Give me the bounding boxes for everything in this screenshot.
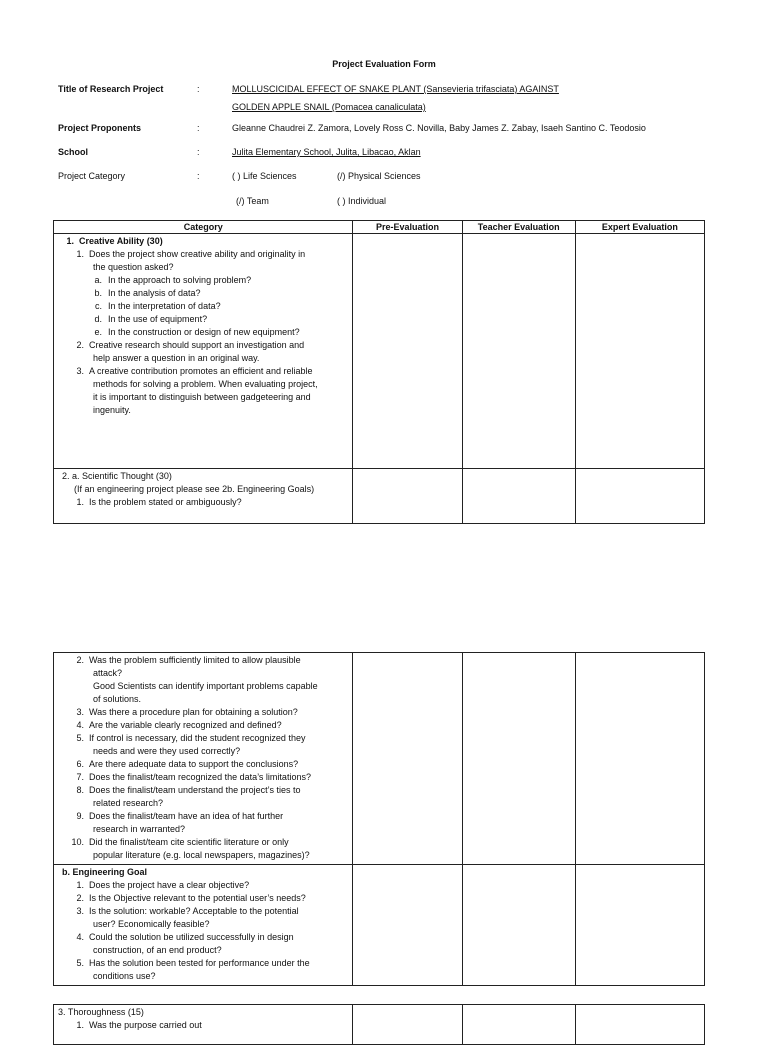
table-row-scientific-thought-cont: [54, 653, 705, 865]
option-physical-sciences: (/) Physical Sciences: [337, 171, 421, 181]
table-header-row: [54, 221, 705, 234]
list-item: 8. Does the finalist/team understand the project’s ties to: [76, 785, 301, 795]
list-item: 6. Are there adequate data to support the conclusions?: [76, 759, 299, 769]
section-heading-thoroughness: 3. Thoroughness (15): [58, 1007, 144, 1017]
list-item: 2. Was the problem sufficiently limited to allow plausible: [76, 655, 301, 665]
header-teacher-evaluation: Teacher Evaluation: [462, 221, 575, 234]
evaluation-table-2: [53, 652, 705, 986]
pre-evaluation-cell[interactable]: [353, 653, 462, 865]
proponents-colon: :: [197, 123, 200, 133]
evaluation-table-3: [53, 1004, 705, 1045]
list-item-cont: of solutions.: [93, 694, 142, 704]
project-category-label: Project Category: [58, 171, 126, 181]
sub-list-item: b. In the analysis of data?: [94, 288, 201, 298]
research-colon: :: [197, 84, 200, 94]
list-item-cont: Good Scientists can identify important problems capable: [93, 681, 318, 691]
pre-evaluation-cell[interactable]: [353, 1005, 462, 1045]
list-item: 7. Does the finalist/team recognized the data’s limitations?: [76, 772, 311, 782]
form-title: Project Evaluation Form: [332, 59, 436, 69]
list-item-cont: help answer a question in an original way.: [93, 353, 260, 363]
pre-evaluation-cell[interactable]: [353, 469, 462, 524]
sub-list-item: c. In the interpretation of data?: [94, 301, 221, 311]
school-colon: :: [197, 147, 200, 157]
school-value: Julita Elementary School, Julita, Libacao, Aklan: [232, 147, 421, 157]
list-item: 10. Did the finalist/team cite scientific literature or only: [71, 837, 289, 847]
teacher-evaluation-cell[interactable]: [462, 469, 575, 524]
list-item: 1. Does the project have a clear objective?: [76, 880, 250, 890]
expert-evaluation-cell[interactable]: [575, 1005, 704, 1045]
list-item-cont: needs and were they used correctly?: [93, 746, 241, 756]
sub-list-item: a. In the approach to solving problem?: [94, 275, 252, 285]
list-item-cont: user? Economically feasible?: [93, 919, 210, 929]
option-life-sciences: ( ) Life Sciences: [232, 171, 297, 181]
list-item-cont: conditions use?: [93, 971, 156, 981]
table-row-creative-ability: [54, 234, 705, 469]
list-item: 3. A creative contribution promotes an efficient and reliable: [76, 366, 313, 376]
teacher-evaluation-cell[interactable]: [462, 234, 575, 469]
evaluation-table-1: [53, 220, 705, 524]
section-note: (If an engineering project please see 2b. Engineering Goals): [74, 484, 315, 494]
list-item: 1. Does the project show creative ability and originality in: [76, 249, 306, 259]
pre-evaluation-cell[interactable]: [353, 865, 462, 986]
category-cell: [54, 234, 353, 469]
option-team: (/) Team: [236, 196, 269, 206]
section-heading-creative-ability: 1. Creative Ability (30): [66, 236, 163, 246]
teacher-evaluation-cell[interactable]: [462, 653, 575, 865]
list-item-cont: attack?: [93, 668, 123, 678]
teacher-evaluation-cell[interactable]: [462, 1005, 575, 1045]
header-expert-evaluation: Expert Evaluation: [575, 221, 704, 234]
list-item: 9. Does the finalist/team have an idea of hat further: [76, 811, 284, 821]
list-item-cont: popular literature (e.g. local newspapers, magazines)?: [93, 850, 310, 860]
expert-evaluation-cell[interactable]: [575, 234, 704, 469]
table-row-engineering-goal: [54, 865, 705, 986]
list-item: [57, 834, 92, 847]
list-item-cont: related research?: [93, 798, 164, 808]
research-title-value-2: GOLDEN APPLE SNAIL (Pomacea canaliculata): [232, 102, 426, 112]
list-item-cont: ingenuity.: [93, 405, 131, 415]
teacher-evaluation-cell[interactable]: [462, 865, 575, 986]
expert-evaluation-cell[interactable]: [575, 469, 704, 524]
table-row-scientific-thought: [54, 469, 705, 524]
category-cell: [54, 1005, 353, 1045]
table-row-thoroughness: [54, 1005, 705, 1045]
sub-list-item: d. In the use of equipment?: [94, 314, 208, 324]
list-item: 1. Is the problem stated or ambiguously?: [76, 497, 242, 507]
list-item-cont: construction, of an end product?: [93, 945, 222, 955]
section-heading-scientific-thought: 2. a. Scientific Thought (30): [62, 471, 172, 481]
expert-evaluation-cell[interactable]: [575, 865, 704, 986]
header-category: Category: [54, 221, 353, 234]
list-item: 3. Was there a procedure plan for obtaining a solution?: [76, 707, 298, 717]
list-item: 5. Has the solution been tested for performance under the: [76, 958, 310, 968]
research-title-label: Title of Research Project: [58, 84, 164, 94]
category-cell: [54, 653, 353, 865]
list-item-cont: it is important to distinguish between gadgeteering and: [93, 392, 311, 402]
pre-evaluation-cell[interactable]: [353, 234, 462, 469]
list-item: 1. Was the purpose carried out: [76, 1020, 202, 1030]
list-item-cont: the question asked?: [93, 262, 174, 272]
list-item-cont: methods for solving a problem. When evaluating project,: [93, 379, 318, 389]
list-item: 2. Creative research should support an investigation and: [76, 340, 305, 350]
list-item: 4. Could the solution be utilized successfully in design: [76, 932, 294, 942]
category-cell: [54, 469, 353, 524]
proponents-value: Gleanne Chaudrei Z. Zamora, Lovely Ross C. Novilla, Baby James Z. Zabay, Isaeh Santino C. Teodosio: [232, 123, 646, 133]
list-item: 5. If control is necessary, did the student recognized they: [76, 733, 306, 743]
list-item-cont: research in warranted?: [93, 824, 186, 834]
expert-evaluation-cell[interactable]: [575, 653, 704, 865]
proponents-label: Project Proponents: [58, 123, 142, 133]
option-individual: ( ) Individual: [337, 196, 387, 206]
sub-list-item: e. In the construction or design of new equipment?: [94, 327, 300, 337]
list-item: 2. Is the Objective relevant to the potential user’s needs?: [76, 893, 306, 903]
project-category-colon: :: [197, 171, 200, 181]
research-title-value-1: MOLLUSCICIDAL EFFECT OF SNAKE PLANT (Sansevieria trifasciata) AGAINST: [232, 84, 559, 94]
section-heading-engineering-goal: b. Engineering Goal: [62, 867, 148, 877]
school-label: School: [58, 147, 89, 157]
header-pre-evaluation: Pre-Evaluation: [353, 221, 462, 234]
category-cell: [54, 865, 353, 986]
list-item: 3. Is the solution: workable? Acceptable to the potential: [76, 906, 299, 916]
list-item: 4. Are the variable clearly recognized and defined?: [76, 720, 282, 730]
